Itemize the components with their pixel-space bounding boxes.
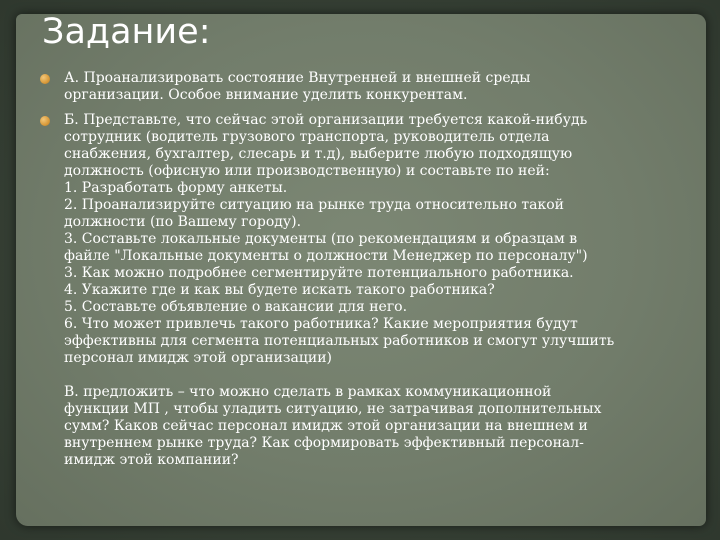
task-item-b: [40, 112, 700, 469]
task-item-text: Б. Представьте, что сейчас этой организации требуется какой-нибудь сотрудник (водитель грузового транспорта, руководитель отдела снабжения, бухгалтер, слесарь и т.д), выберите любую подходящую должность (офисную или производственную) и составьте по ней: 1. Разработать форму анкеты. 2. Проанализируйте ситуацию на рынке труда относительно такой должности (по Вашему городу). 3. Составьте локальные документы (по рекомендациям и образцам в файле "Локальные документы о должности Менеджер по персоналу") 3. Как можно подробнее сегментируйте потенциального работника. 4. Укажите где и как вы будете искать такого работника? 5. Составьте объявление о вакансии для него. 6. Что может привлечь такого работника? Какие мероприятия будут эффективны для сегмента потенциальных работников и смогут улучшить персонал имидж этой организации) В. предложить – что можно сделать в рамках коммуникационной функции МП , чтобы уладить ситуацию, не затрачивая дополнительных сумм? Каков сейчас персонал имидж этой организации на внешнем и внутреннем рынке труда? Как сформировать эффективный персонал- имидж этой компании?: [64, 112, 615, 468]
slide-title: Задание:: [42, 12, 211, 52]
task-item-text: А. Проанализировать состояние Внутренней и внешней среды организации. Особое внимание уделить конкурентам.: [64, 70, 531, 103]
task-list: [40, 70, 700, 477]
bullet-dot-icon: [40, 116, 50, 126]
bullet-dot-icon: [40, 74, 50, 84]
task-item-a: [40, 70, 700, 104]
